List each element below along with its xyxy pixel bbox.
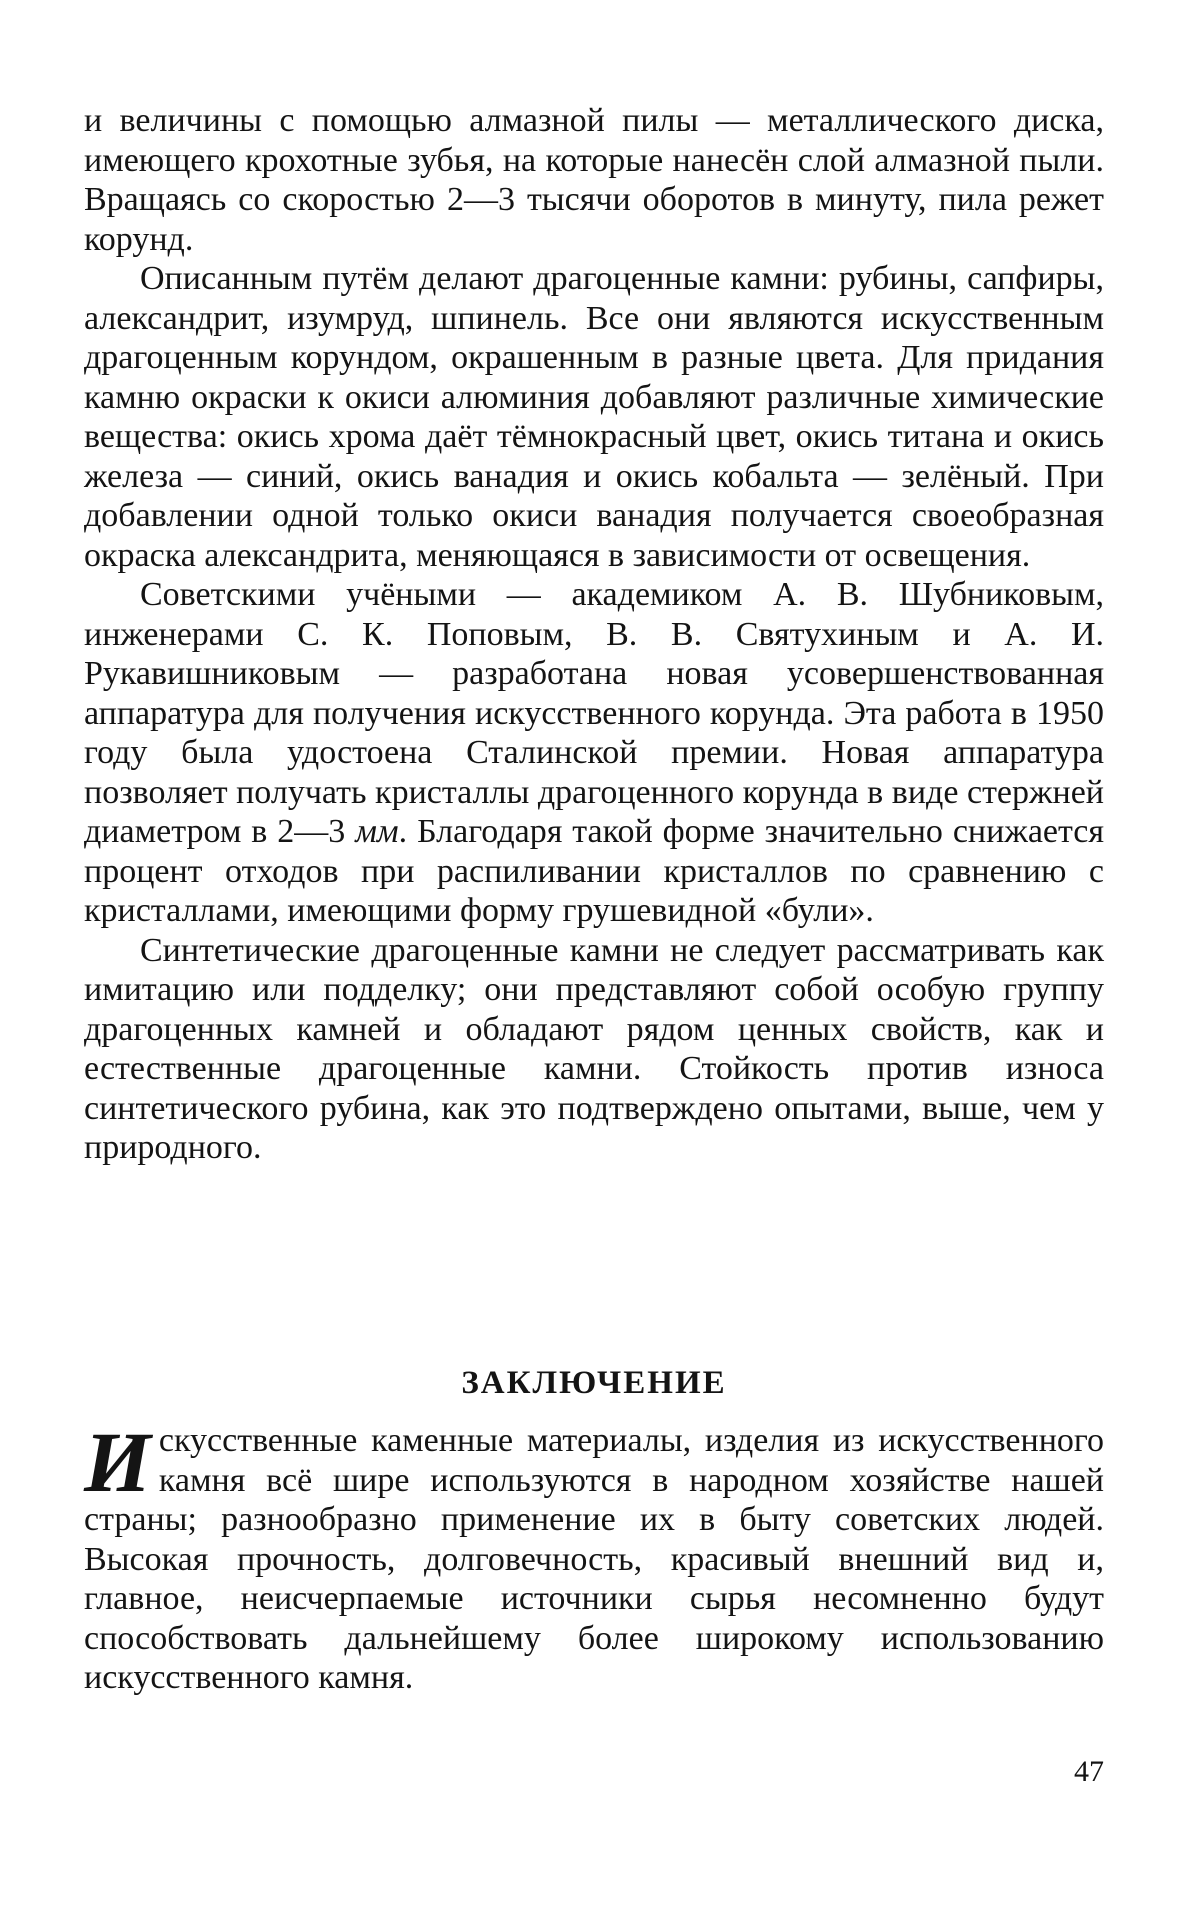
paragraph-conclusion: скусственные каменные материалы, изделия из искусственного камня всё шире используются в народном хозяйстве нашей страны; разнообразно применение их в быту советских людей. Высокая прочность, долговечность, красивый внешний вид и, главное, неисчерпаемые источники сырья несомненно будут способствовать дальнейшему более широкому использованию искусственного камня. — [84, 1422, 1104, 1696]
section-heading: ЗАКЛЮЧЕНИЕ — [461, 1365, 727, 1401]
drop-cap: И — [84, 1414, 151, 1510]
paragraph-gemstones: Описанным путём делают драгоценные камни: рубины, сапфиры, александрит, изумруд, шпинель. Все они являются искусственным драгоценным корундом, окрашенным в разные цвета. Для придания камню окраски к окиси алюминия добавляют различные химические вещества: окись хрома даёт тёмнокрасный цвет, окись титана и окись железа — синий, окись ванадия и окись кобальта — зелёный. При добавлении одной только окиси ванадия получается своеобразная окраска александрита, меняющаяся в зависимости от освещения. — [84, 260, 1104, 574]
conclusion-text — [84, 1414, 1104, 1698]
paragraph-soviet-scientists-tail: . Благодаря такой форме значительно снижается процент отходов при распиливании кристаллов по сравнению с кристаллами, имеющими форму грушевидной «були». — [84, 813, 1105, 929]
paragraph-synthetic-stones: Синтетические драгоценные камни не следует рассматривать как имитацию или подделку; они представляют собой особую группу драгоценных камней и обладают рядом ценных свойств, как и естественные драгоценные камни. Стойкость против износа синтетического рубина, как это подтверждено опытами, выше, чем у природного. — [84, 931, 1104, 1166]
unit-mm: мм — [355, 813, 399, 850]
paragraph-soviet-scientists — [84, 575, 1104, 931]
body-text — [84, 101, 1104, 1168]
page-number: 47 — [1074, 1755, 1104, 1788]
paragraph-soviet-scientists-text: Советскими учёными — академиком А. В. Шубниковым, инженерами С. К. Поповым, В. В. Святухиным и А. И. Рукавишниковым — разработана новая усовершенствованная аппаратура для получения искусственного корунда. Эта работа в 1950 году была удостоена Сталинской премии. Новая аппаратура позволяет получать кристаллы драгоценного корунда в виде стержней диаметром в 2—3 — [84, 576, 1104, 850]
paragraph-continuation: и величины с помощью алмазной пилы — металлического диска, имеющего крохотные зубья, на которые нанесён слой алмазной пыли. Вращаясь со скоростью 2—3 тысячи оборотов в минуту, пила режет корунд. — [84, 102, 1104, 258]
